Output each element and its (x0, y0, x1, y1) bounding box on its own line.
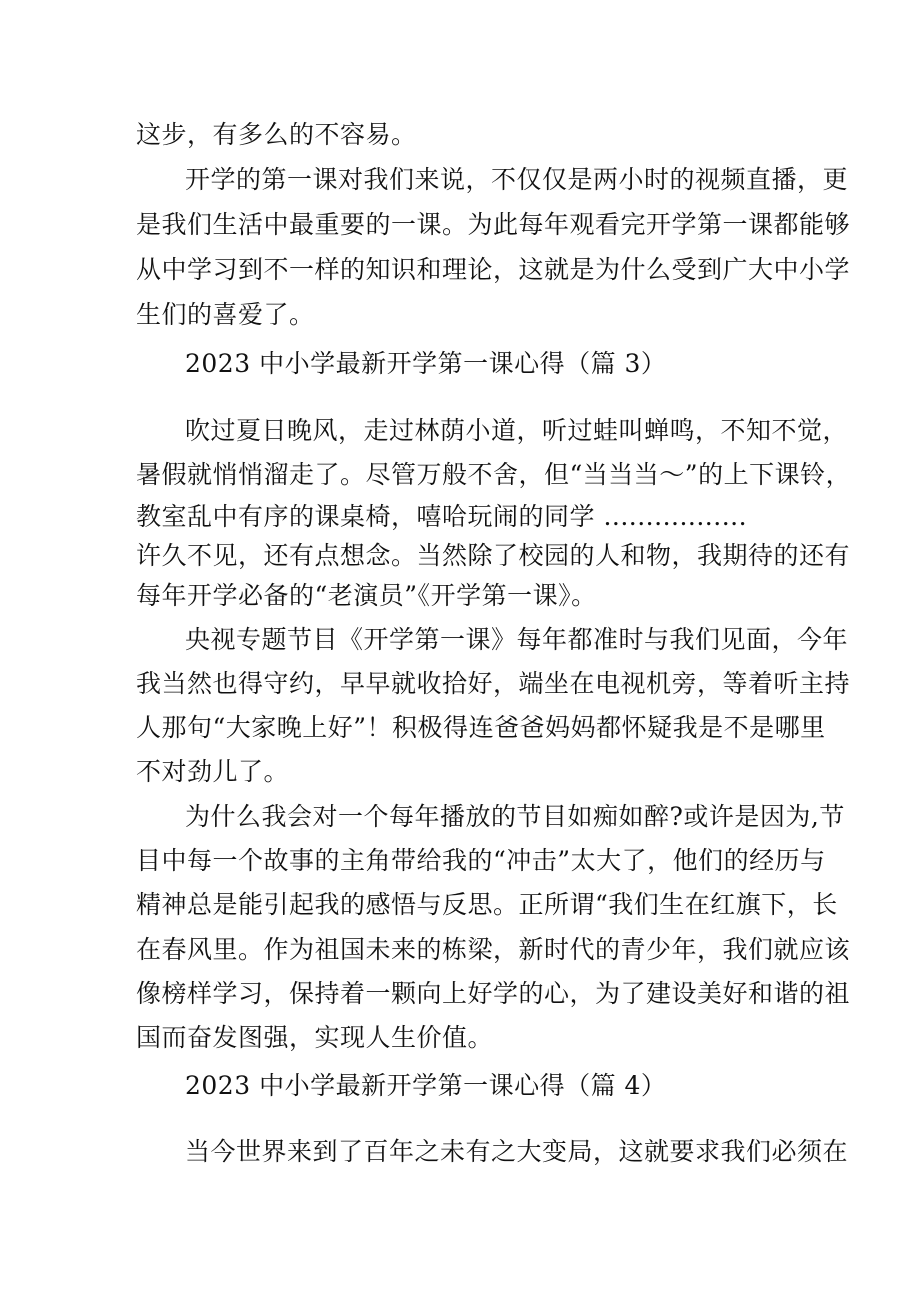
text-line: 人那句“大家晚上好”！积极得连爸爸妈妈都怀疑我是不是哪里 (136, 713, 826, 742)
text-line: 这步，有多么的不容易。 (136, 120, 417, 149)
text-line: 当今世界来到了百年之未有之大变局，这就要求我们必须在 (185, 1137, 849, 1166)
text-line: 目中每一个故事的主角带给我的“冲击”太大了，他们的经历与 (136, 846, 826, 875)
text-line: 暑假就悄悄溜走了。尽管万般不舍，但“当当当～”的上下课铃， (136, 460, 852, 489)
text-line: 开学的第一课对我们来说，不仅仅是两小时的视频直播，更 (185, 165, 849, 194)
text-line: 精神总是能引起我的感悟与反思。正所谓“我们生在红旗下，长 (136, 890, 838, 919)
text-line: 在春风里。作为祖国未来的栋梁，新时代的青少年，我们就应该 (136, 935, 851, 964)
text-line: 国而奋发图强，实现人生价值。 (136, 1023, 494, 1052)
section-heading: 2023 中小学最新开学第一课心得（篇 4） (185, 1071, 667, 1100)
text-line: 我当然也得守约，早早就收拾好，端坐在电视机旁，等着听主持 (136, 669, 851, 698)
text-line: 央视专题节目《开学第一课》每年都准时与我们见面，今年 (185, 625, 849, 654)
text-line: 教室乱中有序的课桌椅，嘻哈玩闹的同学 ................. (136, 502, 748, 531)
text-line: 生们的喜爱了。 (136, 300, 315, 329)
text-line: 像榜样学习，保持着一颗向上好学的心，为了建设美好和谐的祖 (136, 979, 851, 1008)
section-heading: 2023 中小学最新开学第一课心得（篇 3） (185, 349, 667, 378)
text-line: 许久不见，还有点想念。当然除了校园的人和物，我期待的还有 (136, 541, 851, 570)
text-line: 是我们生活中最重要的一课。为此每年观看完开学第一课都能够 (136, 210, 851, 239)
text-line: 从中学习到不一样的知识和理论，这就是为什么受到广大中小学 (136, 255, 851, 284)
text-line: 每年开学必备的“老演员”《开学第一课》。 (136, 581, 597, 610)
text-line: 吹过夏日晚风，走过林荫小道，听过蛙叫蝉鸣，不知不觉， (185, 416, 849, 445)
text-line: 不对劲儿了。 (136, 757, 290, 786)
text-line: 为什么我会对一个每年播放的节目如痴如醉?或许是因为,节 (185, 802, 845, 831)
